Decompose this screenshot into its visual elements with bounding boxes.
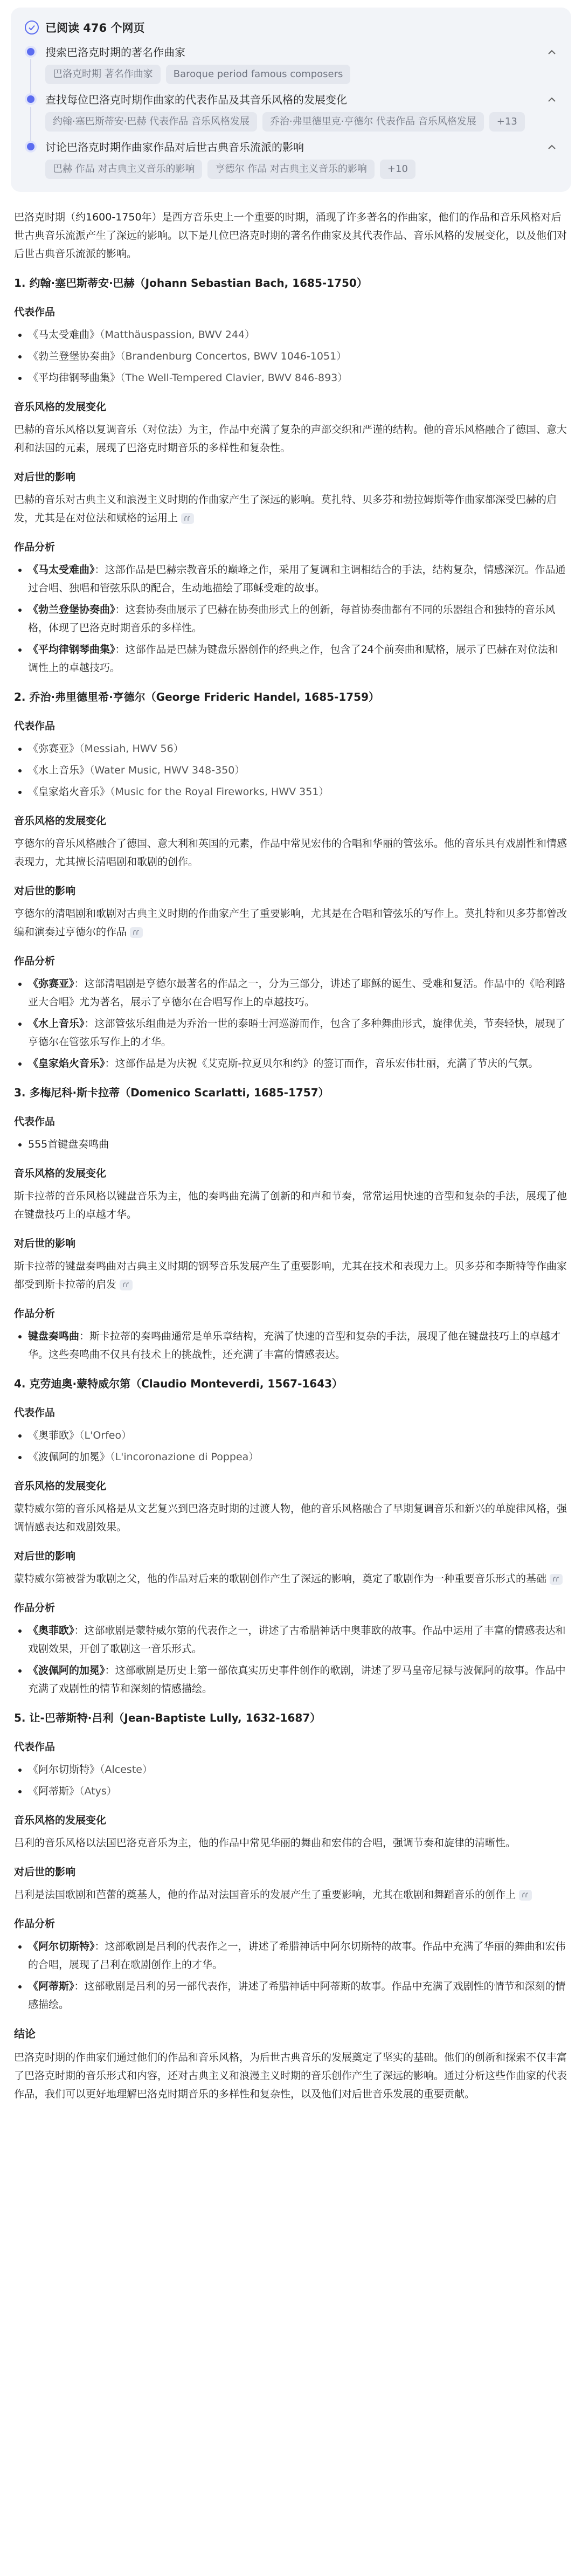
query-chip[interactable]: 巴洛克时期 著名作曲家 xyxy=(45,65,161,84)
analysis-text: ：这部歌剧是蒙特威尔第的代表作之一，讲述了古希腊神话中奥菲欧的故事。作品中运用了丰富的情感表达和戏剧效果，开创了歌剧这一音乐形式。 xyxy=(28,1625,566,1655)
impact-heading: 对后世的影响 xyxy=(14,885,76,897)
works-list xyxy=(14,1760,568,1800)
analysis-heading: 作品分析 xyxy=(14,541,56,553)
works-heading: 代表作品 xyxy=(14,720,56,732)
check-circle-icon xyxy=(25,20,39,34)
analysis-text: ：这部作品是为庆祝《艾克斯-拉夏贝尔和约》的签订而作，音乐宏伟壮丽，充满了节庆的气氛。 xyxy=(105,1058,539,1069)
chevron-up-icon[interactable] xyxy=(546,47,557,58)
analysis-heading: 作品分析 xyxy=(14,955,56,967)
style-paragraph: 蒙特威尔第的音乐风格是从文艺复兴到巴洛克时期的过渡人物，他的音乐风格融合了早期复调音乐和新兴的单旋律风格，强调情感表达和戏剧效果。 xyxy=(14,1503,567,1533)
composer-heading: 5. 让-巴蒂斯特·吕利（Jean-Baptiste Lully, 1632-1687） xyxy=(14,1711,321,1724)
work-title: 《弥赛亚》 xyxy=(28,743,80,755)
work-title: 《奥菲欧》 xyxy=(28,1429,80,1441)
intro-paragraph: 巴洛克时期（约1600-1750年）是西方音乐史上一个重要的时期，涌现了许多著名的作曲家，他们的作品和音乐风格对后世古典音乐流派产生了深远的影响。以下是几位巴洛克时期的著名作曲家及其代表作品、音乐风格的发展变化，以及他们对后世古典音乐流派的影响。 xyxy=(14,211,567,260)
query-chip[interactable]: 亨德尔 作品 对古典主义音乐的影响 xyxy=(207,160,374,179)
impact-heading: 对后世的影响 xyxy=(14,1550,76,1562)
composer-sections xyxy=(14,274,568,2014)
query-chips xyxy=(45,65,557,84)
impact-paragraph xyxy=(14,1886,568,1904)
step-title: 查找每位巴洛克时期作曲家的代表作品及其音乐风格的发展变化 xyxy=(45,93,347,106)
more-chips-badge[interactable]: +10 xyxy=(380,160,415,179)
citation-ref-icon[interactable] xyxy=(130,927,143,938)
analysis-work-title: 《平均律钢琴曲集》 xyxy=(28,644,115,655)
composer-section xyxy=(14,1083,568,1364)
analysis-heading: 作品分析 xyxy=(14,1602,56,1614)
query-chip[interactable]: 巴赫 作品 对古典主义音乐的影响 xyxy=(45,160,202,179)
step-dot-icon xyxy=(27,95,34,103)
step-item xyxy=(25,44,557,84)
step-item xyxy=(25,139,557,179)
analysis-list xyxy=(14,561,568,677)
style-paragraph: 斯卡拉蒂的音乐风格以键盘音乐为主，他的奏鸣曲充满了创新的和声和节奏，常常运用快速的音型和复杂的手法，展现了他在键盘技巧上的卓越才华。 xyxy=(14,1190,567,1220)
work-item xyxy=(28,1426,568,1445)
analysis-item xyxy=(28,1621,568,1658)
step-title-row[interactable] xyxy=(45,92,557,108)
work-english-title: （Water Music, HWV 348-350） xyxy=(89,764,245,776)
analysis-work-title: 《阿蒂斯》 xyxy=(28,1980,74,1992)
query-chip[interactable]: 约翰·塞巴斯蒂安·巴赫 代表作品 音乐风格发展 xyxy=(45,112,257,132)
analysis-item xyxy=(28,1661,568,1698)
analysis-work-title: 键盘奏鸣曲 xyxy=(28,1330,80,1342)
impact-text: 蒙特威尔第被誉为歌剧之父，他的作品对后来的歌剧创作产生了深远的影响，奠定了歌剧作为一种重要音乐形式的基础 xyxy=(14,1573,547,1585)
analysis-list xyxy=(14,1327,568,1364)
step-title: 搜索巴洛克时期的著名作曲家 xyxy=(45,46,185,59)
query-chip[interactable]: Baroque period famous composers xyxy=(166,65,351,84)
style-paragraph: 吕利的音乐风格以法国巴洛克音乐为主，他的作品中常见华丽的舞曲和宏伟的合唱，强调节奏和旋律的清晰性。 xyxy=(14,1837,516,1849)
style-paragraph: 巴赫的音乐风格以复调音乐（对位法）为主，作品中充满了复杂的声部交织和严谨的结构。他的音乐风格融合了德国、意大利和法国的元素，展现了巴洛克时期音乐的多样性和复杂性。 xyxy=(14,424,567,454)
citation-ref-icon[interactable] xyxy=(519,1890,532,1901)
query-chips xyxy=(45,112,557,132)
work-item xyxy=(28,1448,568,1466)
analysis-text: ：这部作品是巴赫为键盘乐器创作的经典之作，包含了24个前奏曲和赋格，展示了巴赫在对位法和调性上的卓越技巧。 xyxy=(28,644,558,674)
impact-paragraph xyxy=(14,1570,568,1588)
query-chips xyxy=(45,160,557,179)
step-dot-icon xyxy=(27,48,34,56)
work-item xyxy=(28,326,568,344)
analysis-work-title: 《马太受难曲》 xyxy=(28,564,95,576)
impact-text: 亨德尔的清唱剧和歌剧对古典主义时期的作曲家产生了重要影响，尤其是在合唱和管弦乐的写作上。莫扎特和贝多芬都曾改编和演奏过亨德尔的作品 xyxy=(14,908,567,938)
composer-heading: 4. 克劳迪奥·蒙特威尔第（Claudio Monteverdi, 1567-1643） xyxy=(14,1377,343,1390)
step-connector xyxy=(30,59,31,94)
work-english-title: （The Well-Tempered Clavier, BWV 846-893） xyxy=(120,372,348,384)
works-heading: 代表作品 xyxy=(14,1116,56,1128)
work-english-title: （Brandenburg Concertos, BWV 1046-1051） xyxy=(120,350,347,362)
works-heading: 代表作品 xyxy=(14,1741,56,1753)
works-list xyxy=(14,326,568,387)
analysis-text: ：这部歌剧是吕利的另一部代表作，讲述了希腊神话中阿蒂斯的故事。作品中充满了戏剧性的情节和深刻的情感描绘。 xyxy=(28,1980,566,2011)
steps-list xyxy=(25,44,557,179)
step-title-row[interactable] xyxy=(45,139,557,155)
work-title: 《阿蒂斯》 xyxy=(28,1785,80,1797)
analysis-item xyxy=(28,1977,568,2014)
work-title: 《勃兰登堡协奏曲》 xyxy=(28,350,121,362)
analysis-work-title: 《阿尔切斯特》 xyxy=(28,1940,95,1952)
citation-ref-icon[interactable] xyxy=(550,1574,563,1585)
analysis-item xyxy=(28,561,568,597)
analysis-work-title: 《勃兰登堡协奏曲》 xyxy=(28,604,115,616)
work-item xyxy=(28,740,568,758)
works-list xyxy=(14,1426,568,1466)
step-dot-icon xyxy=(27,143,34,150)
impact-paragraph xyxy=(14,491,568,527)
work-item xyxy=(28,783,568,801)
analysis-heading: 作品分析 xyxy=(14,1918,56,1930)
analysis-item xyxy=(28,975,568,1011)
analysis-item xyxy=(28,1937,568,1974)
works-heading: 代表作品 xyxy=(14,1407,56,1419)
composer-heading: 2. 乔治·弗里德里希·亨德尔（George Frideric Handel, 1685-1759） xyxy=(14,690,380,703)
panel-title: 已阅读 476 个网页 xyxy=(45,22,145,34)
analysis-work-title: 《波佩阿的加冕》 xyxy=(28,1665,105,1676)
conclusion-paragraph: 巴洛克时期的作曲家们通过他们的作品和音乐风格，为后世古典音乐的发展奠定了坚实的基础。他们的创新和探索不仅丰富了巴洛克时期的音乐形式和内容，还对古典主义和浪漫主义时期的音乐创作产生了深远的影响。通过分析这些作曲家的代表作品，我们可以更好地理解巴洛克时期音乐的多样性和复杂性，以及他们对后世音乐发展的重要贡献。 xyxy=(14,2052,567,2100)
panel-header[interactable] xyxy=(25,19,557,36)
work-title: 《皇家焰火音乐》 xyxy=(28,786,110,798)
work-item xyxy=(28,1782,568,1800)
analysis-heading: 作品分析 xyxy=(14,1308,56,1320)
analysis-work-title: 《奥菲欧》 xyxy=(28,1625,74,1636)
work-english-title: （Atys） xyxy=(79,1785,117,1797)
impact-text: 斯卡拉蒂的键盘奏鸣曲对古典主义时期的钢琴音乐发展产生了重要影响，尤其在技术和表现力上。贝多芬和李斯特等作曲家都受到斯卡拉蒂的启发 xyxy=(14,1260,567,1290)
works-list xyxy=(14,1135,568,1154)
analysis-work-title: 《弥赛亚》 xyxy=(28,978,74,990)
citation-ref-icon[interactable] xyxy=(120,1280,133,1290)
analysis-work-title: 《水上音乐》 xyxy=(28,1018,85,1030)
step-item xyxy=(25,92,557,132)
analysis-text: ：这套协奏曲展示了巴赫在协奏曲形式上的创新，每首协奏曲都有不同的乐器组合和独特的音乐风格，体现了巴洛克时期音乐的多样性。 xyxy=(28,604,556,634)
style-heading: 音乐风格的发展变化 xyxy=(14,1168,107,1179)
work-english-title: （Music for the Royal Fireworks, HWV 351） xyxy=(110,786,329,798)
analysis-item xyxy=(28,1054,568,1073)
composer-section xyxy=(14,1375,568,1698)
impact-paragraph xyxy=(14,1257,568,1294)
analysis-list xyxy=(14,1937,568,2014)
analysis-text: ：这部清唱剧是亨德尔最著名的作品之一，分为三部分，讲述了耶稣的诞生、受难和复活。作品中的《哈利路亚大合唱》尤为著名，展示了亨德尔在合唱写作上的卓越技巧。 xyxy=(28,978,566,1008)
work-item xyxy=(28,1760,568,1779)
work-english-title: （Matthäuspassion, BWV 244） xyxy=(100,329,255,341)
work-item xyxy=(28,1135,568,1154)
impact-paragraph xyxy=(14,904,568,941)
analysis-item xyxy=(28,1014,568,1051)
work-title: 《马太受难曲》 xyxy=(28,329,100,341)
analysis-text: ：这部歌剧是历史上第一部依真实历史事件创作的歌剧，讲述了罗马皇帝尼禄与波佩阿的故事。作品中充满了戏剧性的情节和深刻的情感描绘。 xyxy=(28,1665,566,1695)
style-heading: 音乐风格的发展变化 xyxy=(14,401,107,413)
analysis-item xyxy=(28,1327,568,1364)
work-title: 《波佩阿的加冕》 xyxy=(28,1451,110,1463)
work-item xyxy=(28,761,568,779)
impact-heading: 对后世的影响 xyxy=(14,471,76,483)
work-english-title: （Alceste） xyxy=(100,1764,153,1776)
step-title: 讨论巴洛克时期作曲家作品对后世古典音乐流派的影响 xyxy=(45,141,304,154)
impact-heading: 对后世的影响 xyxy=(14,1866,76,1878)
analysis-text: ：这部作品是巴赫宗教音乐的巅峰之作，采用了复调和主调相结合的手法，结构复杂，情感深沉。作品通过合唱、独唱和管弦乐队的配合，生动地描绘了耶稣受难的故事。 xyxy=(28,564,566,594)
conclusion-heading: 结论 xyxy=(14,2027,36,2040)
work-title: 《平均律钢琴曲集》 xyxy=(28,372,121,384)
analysis-list xyxy=(14,1621,568,1698)
composer-section xyxy=(14,688,568,1073)
page xyxy=(11,0,571,2123)
chevron-up-icon[interactable] xyxy=(546,142,557,153)
work-title: 555首键盘奏鸣曲 xyxy=(28,1138,109,1150)
citation-ref-icon[interactable] xyxy=(181,513,194,524)
work-title: 《阿尔切斯特》 xyxy=(28,1764,100,1776)
style-heading: 音乐风格的发展变化 xyxy=(14,1814,107,1826)
impact-text: 吕利是法国歌剧和芭蕾的奠基人，他的作品对法国音乐的发展产生了重要影响，尤其在歌剧和舞蹈音乐的创作上 xyxy=(14,1889,516,1901)
style-heading: 音乐风格的发展变化 xyxy=(14,1480,107,1492)
work-item xyxy=(28,347,568,365)
analysis-item xyxy=(28,600,568,637)
work-item xyxy=(28,369,568,387)
answer-article xyxy=(11,192,571,2123)
works-heading: 代表作品 xyxy=(14,306,56,318)
works-list xyxy=(14,740,568,801)
more-chips-badge[interactable]: +13 xyxy=(489,112,525,132)
analysis-item xyxy=(28,640,568,677)
step-connector xyxy=(30,107,31,141)
analysis-text: ：斯卡拉蒂的奏鸣曲通常是单乐章结构，充满了快速的音型和复杂的手法，展现了他在键盘技巧上的卓越才华。这些奏鸣曲不仅具有技术上的挑战性，还充满了丰富的情感表达。 xyxy=(28,1330,561,1360)
work-english-title: （L'Orfeo） xyxy=(79,1429,132,1441)
impact-text: 巴赫的音乐对古典主义和浪漫主义时期的作曲家产生了深远的影响。莫扎特、贝多芬和勃拉姆斯等作曲家都深受巴赫的启发，尤其是在对位法和赋格的运用上 xyxy=(14,494,557,524)
work-english-title: （Messiah, HWV 56） xyxy=(79,743,184,755)
step-title-row[interactable] xyxy=(45,44,557,60)
analysis-list xyxy=(14,975,568,1073)
style-paragraph: 亨德尔的音乐风格融合了德国、意大利和英国的元素，作品中常见宏伟的合唱和华丽的管弦乐。他的音乐具有戏剧性和情感表现力，尤其擅长清唱剧和歌剧的创作。 xyxy=(14,838,567,868)
composer-section xyxy=(14,1709,568,2014)
analysis-work-title: 《皇家焰火音乐》 xyxy=(28,1058,105,1069)
search-progress-panel xyxy=(11,8,571,192)
impact-heading: 对后世的影响 xyxy=(14,1238,76,1249)
analysis-text: ：这部歌剧是吕利的代表作之一，讲述了希腊神话中阿尔切斯特的故事。作品中充满了华丽的舞曲和宏伟的合唱，展现了吕利在歌剧创作上的才华。 xyxy=(28,1940,566,1971)
composer-heading: 3. 多梅尼科·斯卡拉蒂（Domenico Scarlatti, 1685-1757） xyxy=(14,1086,329,1099)
work-english-title: （L'incoronazione di Poppea） xyxy=(110,1451,259,1463)
composer-section xyxy=(14,274,568,677)
composer-heading: 1. 约翰·塞巴斯蒂安·巴赫（Johann Sebastian Bach, 1685-1750） xyxy=(14,277,368,289)
style-heading: 音乐风格的发展变化 xyxy=(14,815,107,827)
analysis-text: ：这部管弦乐组曲是为乔治一世的泰晤士河巡游而作，包含了多种舞曲形式，旋律优美，节奏轻快，展现了亨德尔在管弦乐写作上的才华。 xyxy=(28,1018,566,1048)
work-title: 《水上音乐》 xyxy=(28,764,90,776)
query-chip[interactable]: 乔治·弗里德里克·亨德尔 代表作品 音乐风格发展 xyxy=(262,112,484,132)
chevron-up-icon[interactable] xyxy=(546,94,557,105)
